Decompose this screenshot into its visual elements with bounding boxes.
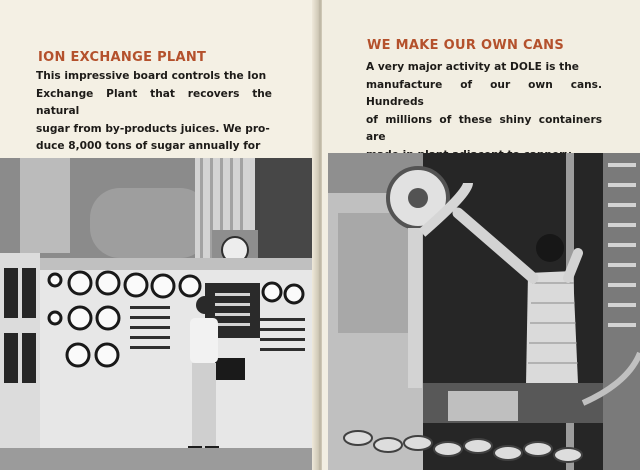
- can-machine-illustration: [328, 153, 640, 470]
- caption-line: duce 8,000 tons of sugar annually for: [36, 140, 261, 152]
- left-page-heading: ION EXCHANGE PLANT: [38, 50, 207, 65]
- right-page-heading: WE MAKE OUR OWN CANS: [367, 38, 565, 53]
- caption-line: sugar from by-products juices. We pro-: [36, 122, 270, 135]
- caption-line: manufacture of our own cans. Hundreds: [366, 78, 602, 108]
- can-manufacturing-photo: [328, 153, 640, 470]
- ion-exchange-control-board-photo: [0, 158, 312, 470]
- right-page: [322, 0, 640, 470]
- caption-line: of millions of these shiny containers are: [366, 113, 602, 143]
- right-page-caption: [366, 59, 602, 164]
- caption-line: Exchange Plant that recovers the natural: [36, 87, 272, 117]
- caption-line: This impressive board controls the Ion: [36, 70, 267, 82]
- caption-line: A very major activity at DOLE is the: [366, 61, 579, 73]
- control-board-illustration: [0, 158, 312, 470]
- left-page: [0, 0, 318, 470]
